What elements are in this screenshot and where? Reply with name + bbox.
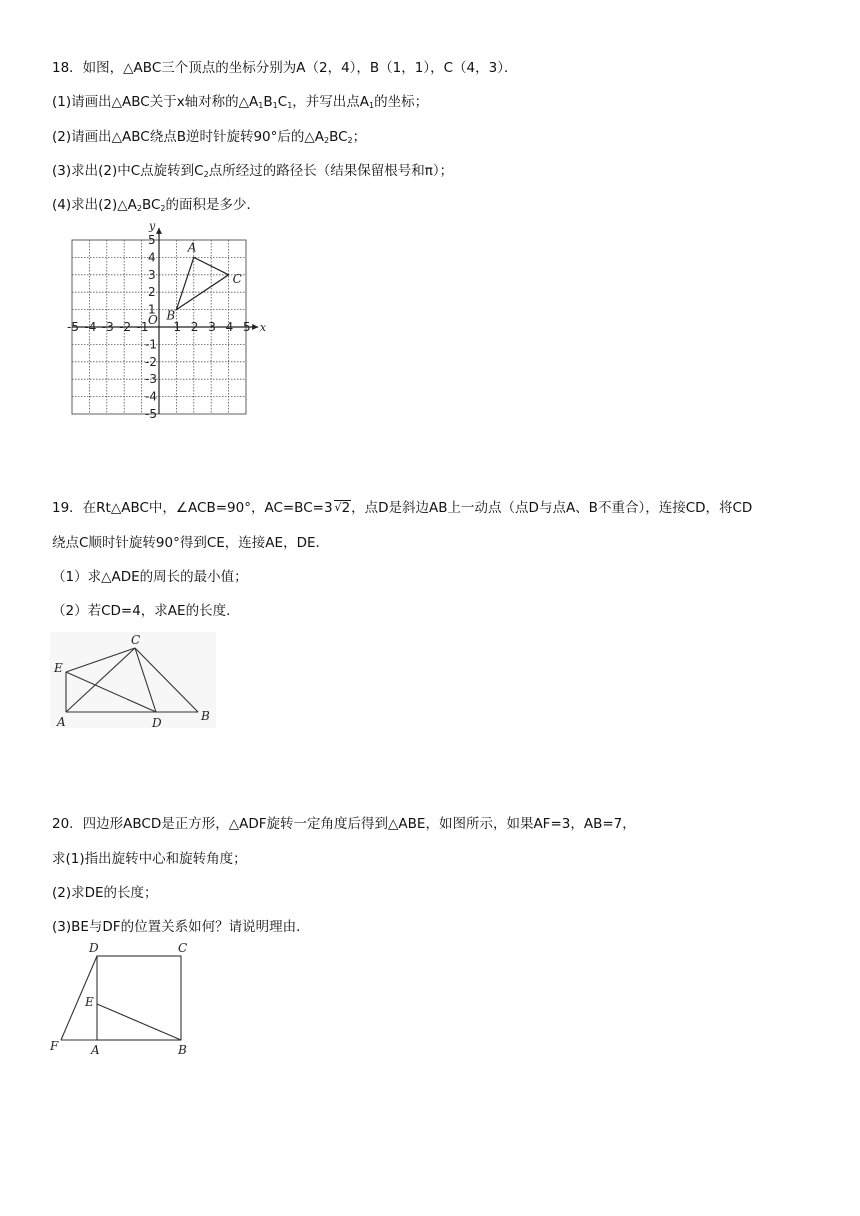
q19-part1: （1）求△ADE的周长的最小值；	[52, 569, 248, 585]
label-E: E	[54, 661, 63, 675]
q18-part4	[52, 195, 260, 219]
q20-line1: 20．四边形ABCD是正方形，△ADF旋转一定角度后得到△ABE，如图所示，如果AF=3，AB=7，	[52, 816, 636, 832]
label-D: D	[152, 716, 162, 730]
label-C: C	[131, 633, 141, 647]
x-tick-label: 4	[225, 320, 234, 334]
q18-part4-text: (4)求出(2)△A	[52, 197, 137, 213]
label-D: D	[89, 941, 99, 955]
q20-part1: 求(1)指出旋转中心和旋转角度；	[52, 851, 247, 867]
q18-part2-text: ；	[352, 129, 367, 145]
label-E: E	[85, 995, 94, 1009]
q18-part2-text: BC	[329, 129, 348, 145]
subscript: 2	[347, 136, 353, 145]
q18-part3	[52, 161, 453, 185]
y-tick-label: -3	[145, 372, 157, 387]
x-tick-label: 3	[208, 320, 216, 334]
x-tick-label: 5	[243, 320, 251, 334]
y-axis-arrow	[156, 228, 162, 234]
sqrt-value: 2	[341, 500, 351, 516]
x-axis-arrow	[252, 324, 258, 330]
y-tick-label: -4	[145, 389, 157, 404]
q19-line1-text: ，点D是斜边AB上一动点（点D与点A、B不重合），连接CD，将CD	[351, 500, 753, 516]
x-tick-label: 1	[173, 320, 182, 334]
origin-label: O	[148, 313, 158, 327]
label-F: F	[50, 1039, 59, 1053]
x-tick-label: -4	[84, 320, 97, 334]
x-axis-label: x	[259, 321, 267, 334]
subscript: 2	[136, 204, 142, 213]
q19-line1-text: 19．在Rt△ABC中，∠ACB=90°，AC=BC=3	[52, 500, 333, 516]
subscript: 2	[324, 136, 330, 145]
y-tick-label: 2	[148, 285, 156, 300]
label-B: B	[201, 709, 210, 723]
q18-part2	[52, 127, 366, 151]
x-tick-label: -3	[101, 320, 114, 334]
q18-part3-text: 点所经过的路径长（结果保留根号和π）；	[208, 163, 454, 179]
x-tick-label: -5	[67, 320, 79, 334]
square-ABCD	[97, 956, 181, 1040]
label-A: A	[91, 1043, 100, 1057]
q19-line1	[52, 498, 752, 518]
subscript: 2	[203, 170, 209, 179]
label-B: B	[178, 1043, 187, 1057]
q18-stem: 18．如图，△ABC三个顶点的坐标分别为A（2，4），B（1，1），C（4，3）．	[52, 60, 518, 76]
subscript: 1	[258, 101, 264, 110]
q18-part4-text: 的面积是多少．	[165, 197, 261, 213]
q20-figure	[44, 938, 204, 1062]
q18-part1-text: B	[263, 94, 273, 110]
y-tick-label: -2	[145, 354, 157, 369]
q18-part1-text: C	[277, 94, 288, 110]
q18-part1-text: ，并写出点A	[292, 94, 370, 110]
y-tick-label: -5	[145, 407, 157, 421]
q19-line2: 绕点C顺时针旋转90°得到CE，连接AE，DE．	[52, 535, 330, 551]
q18-part1	[52, 92, 428, 116]
q18-coordinate-graph	[40, 220, 270, 430]
y-tick-label: 4	[148, 250, 156, 265]
q18-part2-text: (2)请画出△ABC绕点B逆时针旋转90°后的△A	[52, 129, 324, 145]
q18-part1-text: (1)请画出△ABC关于x轴对称的△A	[52, 94, 259, 110]
q20-part3: (3)BE与DF的位置关系如何？请说明理由．	[52, 919, 310, 935]
y-tick-label: 1	[148, 302, 156, 317]
x-tick-label: -1	[136, 320, 149, 334]
y-tick-label: -1	[145, 337, 157, 352]
point-label-C: C	[232, 271, 242, 286]
segment-EB	[97, 1004, 181, 1040]
y-tick-label: 3	[148, 267, 156, 282]
x-tick-label: 2	[190, 320, 199, 334]
subscript: 1	[272, 101, 278, 110]
point-label-A: A	[187, 240, 197, 255]
point-label-B: B	[166, 308, 176, 323]
label-C: C	[178, 941, 188, 955]
q19-figure	[48, 630, 218, 730]
q19-part2: （2）若CD=4，求AE的长度．	[52, 603, 240, 619]
q18-part3-text: (3)求出(2)中C点旋转到C	[52, 163, 204, 179]
y-axis-label: y	[149, 220, 156, 233]
x-tick-label: -2	[119, 320, 132, 334]
q18-part4-text: BC	[141, 197, 161, 213]
sqrt-radicand: √2	[334, 500, 351, 516]
subscript: 2	[160, 204, 166, 213]
y-tick-label: 5	[148, 233, 156, 247]
subscript: 1	[287, 101, 293, 110]
label-A: A	[57, 715, 66, 729]
q20-part2: (2)求DE的长度；	[52, 885, 158, 901]
subscript: 1	[369, 101, 375, 110]
q18-part1-text: 的坐标；	[374, 94, 429, 110]
triangle-ABC	[176, 257, 228, 309]
